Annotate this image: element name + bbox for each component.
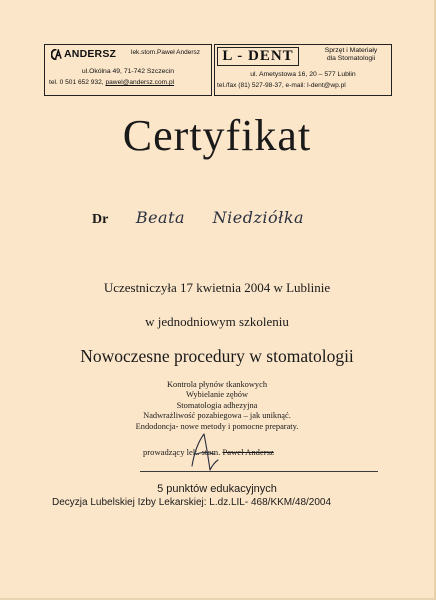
chamber-decision: Decyzja Lubelskiej Izby Lekarskiej: L.dz.LIL- 468/KKM/48/2004 (52, 497, 332, 508)
topic-list (0, 380, 434, 432)
lecturer-label: prowadzący lek. stom. (143, 447, 221, 457)
course-title: Nowoczesne procedury w stomatologii (80, 346, 354, 366)
signature-line (140, 471, 378, 472)
ldent-brand: L - DENT (217, 47, 299, 66)
lecturer-name: Paweł Andersz (222, 447, 274, 457)
andersz-phone: tel. 0 501 652 932, (49, 79, 106, 86)
ldent-address: ul. Ametystowa 16, 20 – 577 Lublin (250, 71, 356, 78)
andersz-logo-icon (51, 49, 62, 60)
topic-item: Kontrola płynów tkankowych (166, 380, 268, 389)
topic-item: Wybielanie zębów (185, 390, 249, 400)
ldent-contact: tel./fax (81) 527-98-37, e-mail: l-dent@wp.pl (217, 82, 346, 89)
recipient-first-name: Beata (135, 208, 186, 227)
andersz-contact (49, 79, 174, 86)
ldent-logo-box (214, 44, 392, 96)
recipient-line (92, 208, 304, 228)
ldent-tagline (311, 47, 391, 63)
ldent-tagline-line-1: Sprzęt i Materiały (324, 47, 378, 54)
andersz-doctor: lek.stom.Paweł Andersz (131, 49, 201, 56)
ldent-tagline-line-2: dla Stomatologii (326, 55, 376, 62)
andersz-email: pawel@andersz.com.pl (105, 79, 175, 86)
handwritten-signature (188, 432, 222, 472)
certificate-title: Certyfikat (122, 111, 312, 160)
topic-item: Endodoncja- nowe metody i pomocne preparaty. (135, 421, 299, 431)
training-type: w jednodniowym szkoleniu (145, 314, 289, 329)
recipient-prefix: Dr (92, 212, 109, 227)
andersz-address: ul.Okólna 49, 71-742 Szczecin (81, 68, 175, 75)
education-points: 5 punktów edukacyjnych (157, 483, 277, 495)
topic-item: Stomatologia adhezyjna (176, 400, 258, 410)
recipient-last-name: Niedziółka (212, 208, 305, 227)
andersz-brand (51, 48, 116, 60)
andersz-logo-box (44, 44, 212, 96)
participation-statement: Uczestniczyła 17 kwietnia 2004 w Lublinie (103, 280, 331, 295)
andersz-brand-name: ANDERSZ (64, 48, 117, 60)
recipient-name (136, 208, 304, 227)
topic-item: Nadwrażliwość pozabiegowa – jak uniknąć. (143, 411, 291, 421)
